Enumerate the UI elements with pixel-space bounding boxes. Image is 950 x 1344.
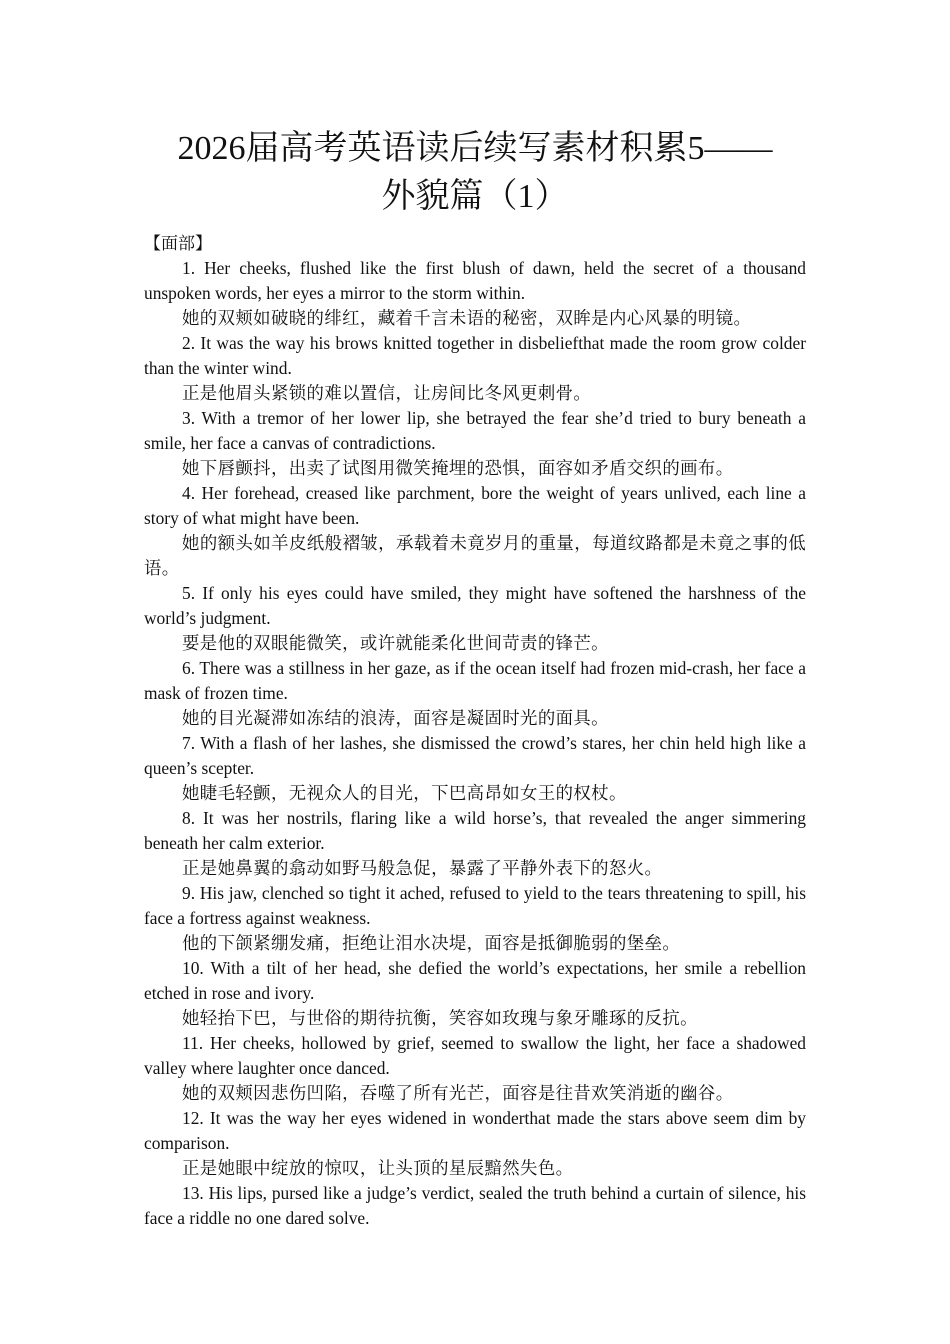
entry-english: 10. With a tilt of her head, she defied the world’s expectations, her smile a rebellion etched in rose and ivory. (144, 958, 806, 1003)
entry-english: 7. With a flash of her lashes, she dismissed the crowd’s stares, her chin held high like a queen’s scepter. (144, 733, 806, 778)
entry-chinese: 她下唇颤抖，出卖了试图用微笑掩埋的恐惧，面容如矛盾交织的画布。 (182, 458, 734, 478)
title-line-2: 外貌篇（1） (381, 178, 569, 215)
entry-chinese: 正是他眉头紧锁的难以置信，让房间比冬风更刺骨。 (182, 383, 592, 403)
entry-list (144, 256, 806, 1231)
section-heading: 【面部】 (144, 234, 212, 253)
entry-english: 3. With a tremor of her lower lip, she betrayed the fear she’d tried to bury beneath a smile, her face a canvas of contradictions. (144, 408, 806, 453)
entry-english: 4. Her forehead, creased like parchment, bore the weight of years unlived, each line a story of what might have been. (144, 483, 806, 528)
entry-chinese: 正是她鼻翼的翕动如野马般急促，暴露了平静外表下的怒火。 (182, 858, 663, 878)
entry-3 (144, 406, 806, 481)
entry-chinese: 她的双颊因悲伤凹陷，吞噬了所有光芒，面容是往昔欢笑消逝的幽谷。 (182, 1083, 734, 1103)
entry-6 (144, 656, 806, 731)
entry-chinese: 她睫毛轻颤，无视众人的目光，下巴高昂如女王的权杖。 (182, 783, 627, 803)
entry-english: 11. Her cheeks, hollowed by grief, seemed to swallow the light, her face a shadowed valley where laughter once danced. (144, 1033, 806, 1078)
entry-5 (144, 581, 806, 656)
document-page (144, 125, 806, 1231)
entry-chinese: 她的目光凝滞如冻结的浪涛，面容是凝固时光的面具。 (182, 708, 609, 728)
entry-english: 6. There was a stillness in her gaze, as if the ocean itself had frozen mid-crash, her face a mask of frozen time. (144, 658, 806, 703)
entry-english: 12. It was the way her eyes widened in wonderthat made the stars above seem dim by comparison. (144, 1108, 806, 1153)
entry-7 (144, 731, 806, 806)
entry-chinese: 要是他的双眼能微笑，或许就能柔化世间苛责的锋芒。 (182, 633, 609, 653)
entry-4 (144, 481, 806, 581)
title-line-1: 2026届高考英语读后续写素材积累5—— (177, 130, 773, 167)
entry-english: 2. It was the way his brows knitted together in disbeliefthat made the room grow colder than the winter wind. (144, 333, 806, 378)
document-title (144, 125, 806, 221)
entry-12 (144, 1106, 806, 1181)
entry-chinese: 她的额头如羊皮纸般褶皱，承载着未竟岁月的重量，每道纹路都是未竟之事的低语。 (144, 533, 806, 578)
entry-english: 9. His jaw, clenched so tight it ached, refused to yield to the tears threatening to spill, his face a fortress against weakness. (144, 883, 806, 928)
entry-chinese: 正是她眼中绽放的惊叹，让头顶的星辰黯然失色。 (182, 1158, 574, 1178)
entry-english: 1. Her cheeks, flushed like the first blush of dawn, held the secret of a thousand unspoken words, her eyes a mirror to the storm within. (144, 258, 806, 303)
entry-13 (144, 1181, 806, 1231)
entry-english: 8. It was her nostrils, flaring like a wild horse’s, that revealed the anger simmering beneath her calm exterior. (144, 808, 806, 853)
entry-9 (144, 881, 806, 956)
entry-chinese: 她轻抬下巴，与世俗的期待抗衡，笑容如玫瑰与象牙雕琢的反抗。 (182, 1008, 698, 1028)
entry-2 (144, 331, 806, 406)
entry-english: 13. His lips, pursed like a judge’s verdict, sealed the truth behind a curtain of silence, his face a riddle no one dared solve. (144, 1183, 806, 1228)
entry-10 (144, 956, 806, 1031)
entry-1 (144, 256, 806, 331)
entry-11 (144, 1031, 806, 1106)
entry-8 (144, 806, 806, 881)
entry-chinese: 她的双颊如破晓的绯红，藏着千言未语的秘密，双眸是内心风暴的明镜。 (182, 308, 752, 328)
entry-chinese: 他的下颌紧绷发痛，拒绝让泪水决堤，面容是抵御脆弱的堡垒。 (182, 933, 681, 953)
entry-english: 5. If only his eyes could have smiled, they might have softened the harshness of the world’s judgment. (144, 583, 806, 628)
